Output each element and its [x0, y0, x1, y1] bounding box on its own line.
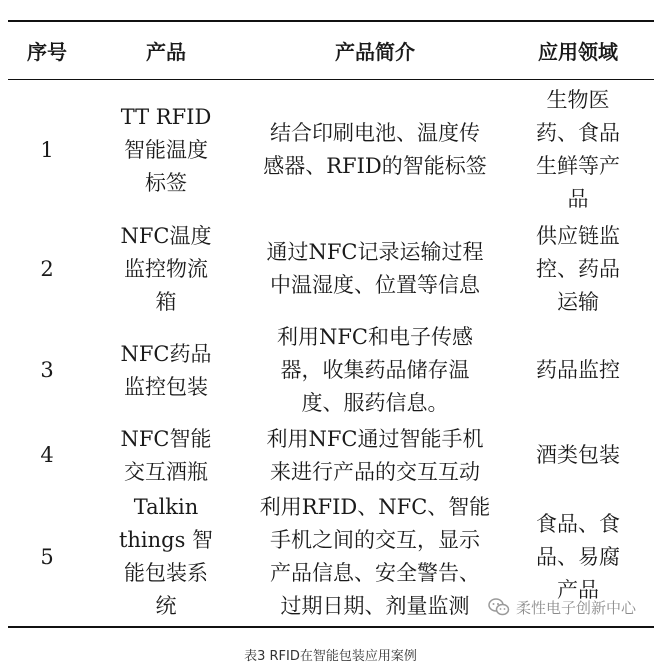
row3-intro: 利用NFC和电子传感 器，收集药品储存温 度、服药信息。	[276, 325, 473, 415]
header-number: 序号	[27, 39, 67, 64]
row4-field: 酒类包装	[536, 443, 620, 467]
row5-number: 5	[40, 544, 54, 569]
row5-product: Talkin things 智 能包装系 统	[118, 495, 214, 618]
row3-product: NFC药品 监控包装	[120, 341, 212, 399]
row1-number: 1	[40, 137, 54, 162]
header-intro: 产品简介	[335, 39, 415, 64]
row5-field: 食品、食 品、易腐 产品	[536, 511, 620, 602]
row1-intro: 结合印刷电池、温度传 感器、RFID的智能标签	[263, 121, 487, 178]
header-field: 应用领域	[538, 39, 618, 64]
row5-intro: 利用RFID、NFC、智能 手机之间的交互，显示 产品信息、安全警告、 过期日期、剂量监测	[259, 495, 491, 618]
table-bottom-rule	[8, 626, 654, 628]
table-header-rule	[8, 79, 654, 80]
row2-product: NFC温度 监控物流 箱	[120, 223, 212, 314]
row4-intro: 利用NFC通过智能手机 来进行产品的交互互动	[266, 426, 484, 484]
row3-field: 药品监控	[536, 358, 620, 382]
row2-field: 供应链监 控、药品 运输	[536, 223, 620, 314]
row2-intro: 通过NFC记录运输过程 中温湿度、位置等信息	[266, 240, 484, 297]
row4-number: 4	[40, 443, 54, 467]
row2-number: 2	[40, 256, 54, 281]
table-caption: 表3 RFID在智能包装应用案例	[244, 649, 417, 664]
row4-product: NFC智能 交互酒瓶	[120, 426, 212, 484]
wechat-icon	[488, 597, 510, 617]
row1-product: TT RFID 智能温度 标签	[120, 104, 212, 195]
row1-field: 生物医 药、食品 生鲜等产 品	[536, 88, 620, 211]
row3-number: 3	[40, 358, 54, 382]
watermark-text: 柔性电子创新中心	[516, 598, 637, 617]
watermark	[488, 594, 636, 620]
header-product: 产品	[146, 39, 186, 64]
